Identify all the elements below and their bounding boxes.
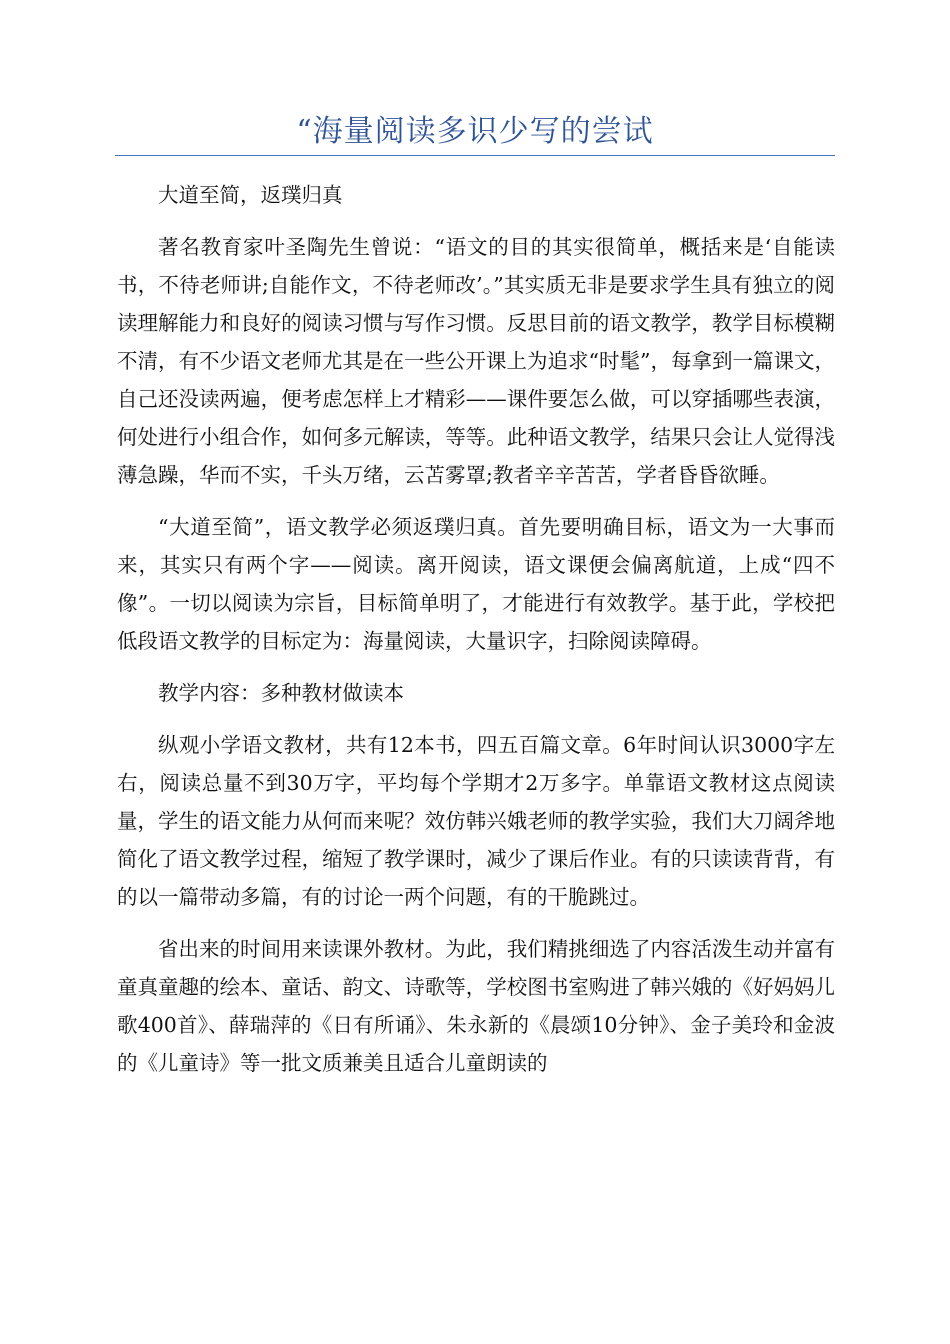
paragraph-extracurricular-materials: 省出来的时间用来读课外教材。为此，我们精挑细选了内容活泼生动并富有童真童趣的绘本、童话、韵文、诗歌等，学校图书室购进了韩兴娥的《好妈妈儿歌400首》、薛瑞萍的《日有所诵》、朱永新的《晨颂10分钟》、金子美玲和金波的《儿童诗》等一批文质兼美且适合儿童朗读的 [117, 937, 835, 1075]
document-title: “海量阅读多识少写的尝试 [296, 114, 654, 149]
paragraph-return-to-simplicity: “大道至简”，语文教学必须返璞归真。首先要明确目标，语文为一大事而来，其实只有两个字——阅读。离开阅读，语文课便会偏离航道，上成“四不像”。一切以阅读为宗旨，目标简单明了，才能进行有效教学。基于此，学校把低段语文教学的目标定为：海量阅读，大量识字，扫除阅读障碍。 [117, 515, 835, 653]
subheading-dadao: 大道至简，返璞归真 [158, 183, 343, 207]
paragraph-ye-shengtao-quote: 著名教育家叶圣陶先生曾说：“语文的目的其实很简单，概括来是‘自能读书，不待老师讲;自能作文，不待老师改’。”其实质无非是要求学生具有独立的阅读理解能力和良好的阅读习惯与写作习惯。反思目前的语文教学，教学目标模糊不清，有不少语文老师尤其是在一些公开课上为追求“时髦”，每拿到一篇课文，自己还没读两遍，便考虑怎样上才精彩——课件要怎么做，可以穿插哪些表演，何处进行小组合作，如何多元解读，等等。此种语文教学，结果只会让人觉得浅薄急躁，华而不实，千头万绪，云苫雾罩;教者辛辛苦苦，学者昏昏欲睡。 [117, 235, 835, 487]
subheading-teaching-content: 教学内容：多种教材做读本 [158, 681, 404, 705]
title-underline [115, 155, 835, 156]
paragraph-textbook-overview: 纵观小学语文教材，共有12本书，四五百篇文章。6年时间认识3000字左右，阅读总量不到30万字，平均每个学期才2万多字。单靠语文教材这点阅读量，学生的语文能力从何而来呢？效仿韩兴娥老师的教学实验，我们大刀阔斧地简化了语文教学过程，缩短了教学课时，减少了课后作业。有的只读读背背，有的以一篇带动多篇，有的讨论一两个问题，有的干脆跳过。 [117, 733, 835, 909]
document-body [117, 176, 835, 1096]
